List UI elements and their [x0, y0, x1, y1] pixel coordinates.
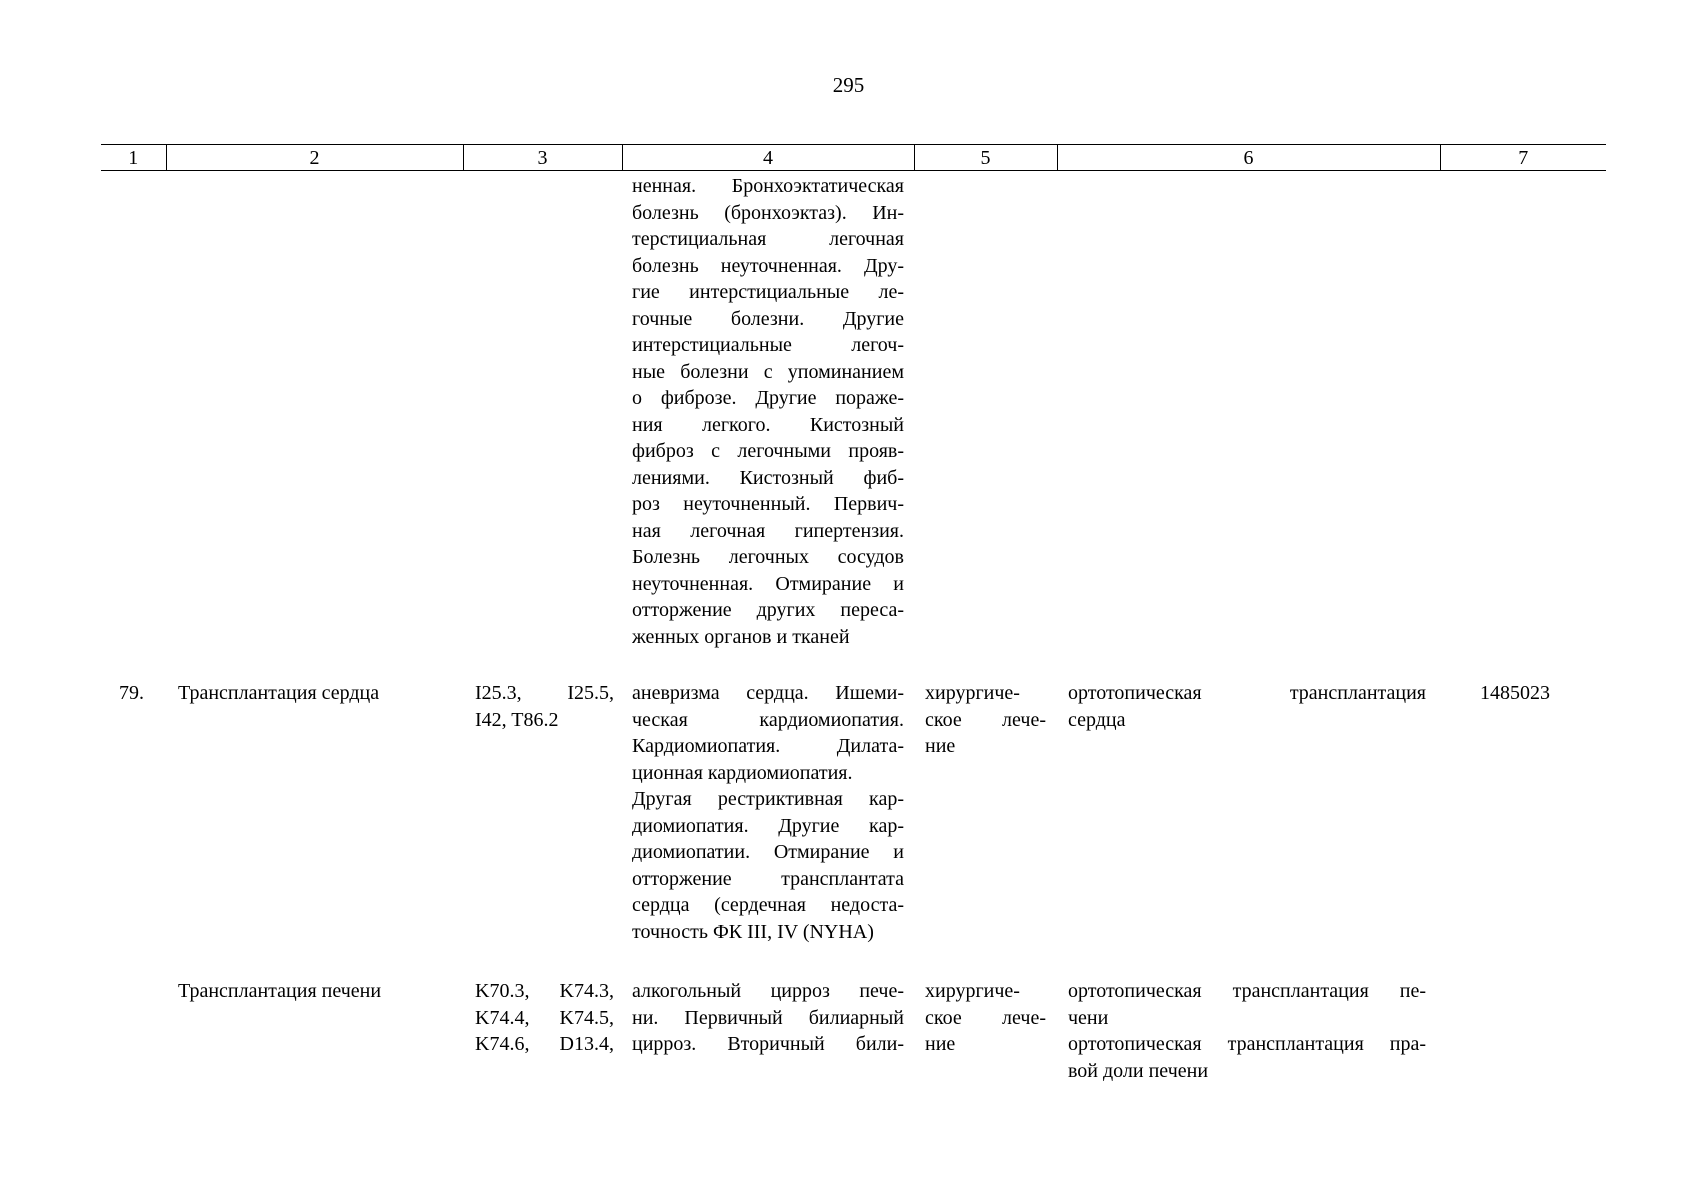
text-line: K74.4, K74.5, [475, 1006, 614, 1029]
text-line: K74.6, D13.4, [475, 1033, 614, 1055]
text-line: женных органов и тканей [632, 625, 850, 648]
row-79-codes [475, 680, 614, 733]
text-line: интерстициальные легоч- [632, 334, 904, 356]
column-header-2: 2 [166, 145, 463, 171]
text-line: диомиопатии. Отмирание и [632, 841, 904, 863]
text-line: алкогольный цирроз пече- [632, 980, 904, 1002]
column-header-3: 3 [463, 145, 622, 171]
text-line: терстициальная легочная [632, 228, 904, 250]
column-header-1: 1 [101, 145, 166, 171]
text-line: лениями. Кистозный фиб- [632, 466, 904, 489]
text-line: хирургиче- [925, 980, 1020, 1002]
row-79-cost: 1485023 [1480, 682, 1550, 704]
text-line: ское лече- [925, 708, 1046, 731]
text-line: точность ФК III, IV (NYHA) [632, 920, 874, 943]
column-header-5: 5 [914, 145, 1057, 171]
continuation-diagnosis [632, 173, 904, 650]
text-line: ненная. Бронхоэктатическая [632, 175, 904, 197]
text-line: Другая рестриктивная кар- [632, 788, 904, 810]
row-79-name: Трансплантация сердца [178, 682, 380, 704]
row-79-treatment [925, 680, 1046, 760]
page-number: 295 [832, 73, 865, 97]
text-line: I25.3, I25.5, [475, 682, 614, 704]
row-liver-name: Трансплантация печени [178, 980, 382, 1002]
text-line: сердца (сердечная недоста- [632, 894, 904, 916]
text-line: Кардиомиопатия. Дилата- [632, 735, 904, 757]
column-header-4: 4 [622, 145, 914, 171]
column-header-7: 7 [1440, 145, 1606, 171]
text-line: сердца [1068, 708, 1126, 731]
text-line: аневризма сердца. Ишеми- [632, 682, 904, 704]
text-line: I42, T86.2 [475, 708, 559, 731]
row-79-method [1068, 680, 1426, 733]
text-line: цирроз. Вторичный били- [632, 1033, 904, 1055]
text-line: гие интерстициальные ле- [632, 281, 904, 303]
text-line: ные болезни с упоминанием [632, 360, 904, 383]
text-line: отторжение других переса- [632, 599, 904, 621]
text-line: диомиопатия. Другие кар- [632, 814, 904, 837]
row-liver-method [1068, 978, 1426, 1084]
row-79-number: 79. [119, 682, 144, 704]
text-line: гочные болезни. Другие [632, 307, 904, 330]
text-line: неуточненная. Отмирание и [632, 572, 904, 595]
text-line: чени [1068, 1006, 1109, 1029]
row-liver-diagnosis [632, 978, 904, 1058]
text-line: хирургиче- [925, 682, 1020, 704]
text-line: ортотопическая трансплантация пе- [1068, 980, 1426, 1002]
text-line: о фиброзе. Другие пораже- [632, 387, 904, 409]
text-line: ортотопическая трансплантация пра- [1068, 1033, 1426, 1055]
text-line: ское лече- [925, 1006, 1046, 1029]
text-line: ная легочная гипертензия. [632, 519, 904, 542]
text-line: ортотопическая трансплантация [1068, 682, 1426, 704]
row-liver-treatment [925, 978, 1046, 1058]
text-line: фиброз с легочными прояв- [632, 440, 904, 462]
text-line: ние [925, 735, 956, 757]
text-line: отторжение трансплантата [632, 867, 904, 890]
text-line: ние [925, 1033, 956, 1055]
text-line: болезнь неуточненная. Дру- [632, 254, 904, 277]
text-line: вой доли печени [1068, 1059, 1209, 1082]
text-line: Болезнь легочных сосудов [632, 546, 904, 568]
text-line: ческая кардиомиопатия. [632, 708, 904, 731]
text-line: роз неуточненный. Первич- [632, 493, 904, 515]
row-liver-codes [475, 978, 614, 1058]
text-line: K70.3, K74.3, [475, 980, 614, 1002]
text-line: болезнь (бронхоэктаз). Ин- [632, 201, 904, 224]
text-line: ни. Первичный билиарный [632, 1006, 904, 1029]
column-header-6: 6 [1057, 145, 1440, 171]
text-line: ционная кардиомиопатия. [632, 761, 853, 784]
text-line: ния легкого. Кистозный [632, 413, 904, 436]
row-79-diagnosis [632, 680, 904, 945]
column-header-row [101, 144, 1606, 171]
